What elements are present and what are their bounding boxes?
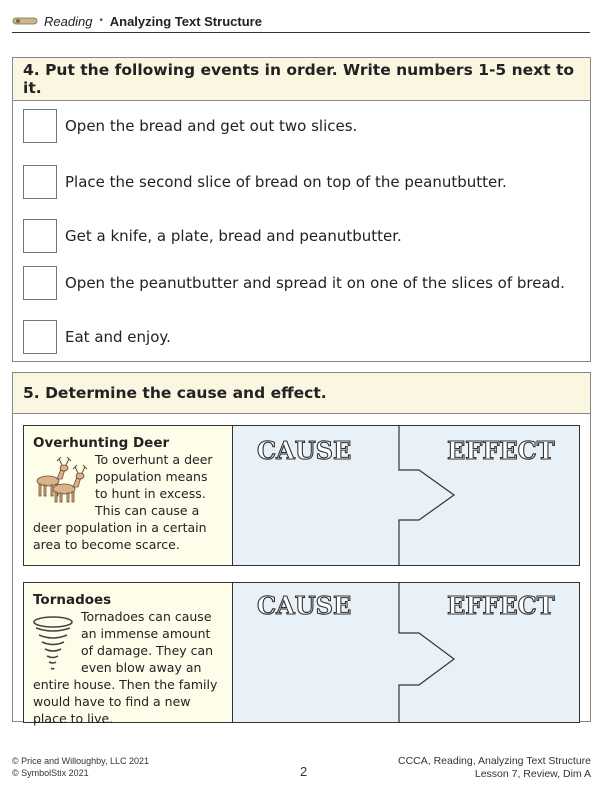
cause-effect-row [23,425,580,566]
header-subject: Reading [44,13,93,29]
arrow-diagram [233,583,579,722]
passage-text: To overhunt a deer population means to hunt in excess. This can cause a deer population in a certain area to become scarce. [33,452,213,552]
effect-label: EFFECT [447,436,555,465]
passage-text-wrap [33,608,223,727]
passage-panel [24,583,233,726]
order-number-box[interactable] [23,219,57,253]
event-item [23,109,357,143]
event-text: Get a knife, a plate, bread and peanutbutter. [65,227,402,245]
copyright-line: © SymbolStix 2021 [12,768,89,778]
event-item [23,320,171,354]
event-item [23,266,565,300]
passage-panel [24,426,233,565]
passage-title: Tornadoes [33,592,112,608]
page-number: 2 [300,764,308,779]
question-5-heading: 5. Determine the cause and effect. [13,373,590,414]
event-text: Open the bread and get out two slices. [65,117,358,135]
lesson-name: Lesson 7, Review, Dim A [474,768,591,780]
question-4-section [12,57,591,362]
cause-label: CAUSE [257,591,352,620]
passage-text-wrap [33,451,223,553]
cause-effect-diagram [233,583,579,722]
tornado-icon [31,614,75,676]
order-number-box[interactable] [23,109,57,143]
header-separator: • [98,16,104,26]
header-title: Analyzing Text Structure [109,13,262,29]
divider-arrow [399,426,454,565]
cause-effect-diagram [233,426,579,565]
event-text: Open the peanutbutter and spread it on one of the slices of bread. [65,274,565,292]
footer-copyright [12,755,149,779]
passage-text: Tornadoes can cause an immense amount of damage. They can even blow away an entire house. Then the family would have to find a new place to live. [33,609,218,726]
publisher-logo-icon [12,16,38,26]
course-name: CCCA, Reading, Analyzing Text Structure [398,755,591,767]
effect-label: EFFECT [447,591,555,620]
event-text: Eat and enjoy. [65,328,171,346]
event-text: Place the second slice of bread on top of the peanutbutter. [65,173,507,191]
cause-label: CAUSE [257,436,352,465]
event-item [23,165,507,199]
footer-course-info [398,755,591,781]
page-header [12,10,590,32]
question-4-heading: 4. Put the following events in order. Write numbers 1-5 next to it. [13,58,590,101]
divider-arrow [399,583,454,722]
order-number-box[interactable] [23,266,57,300]
event-item [23,219,402,253]
order-number-box[interactable] [23,165,57,199]
header-rule [12,32,590,33]
copyright-line: © Price and Willoughby, LLC 2021 [12,756,150,766]
order-number-box[interactable] [23,320,57,354]
cause-effect-row [23,582,580,726]
arrow-diagram [233,426,579,565]
question-5-section [12,372,591,726]
deer-icon [31,457,91,503]
passage-title: Overhunting Deer [33,435,170,451]
